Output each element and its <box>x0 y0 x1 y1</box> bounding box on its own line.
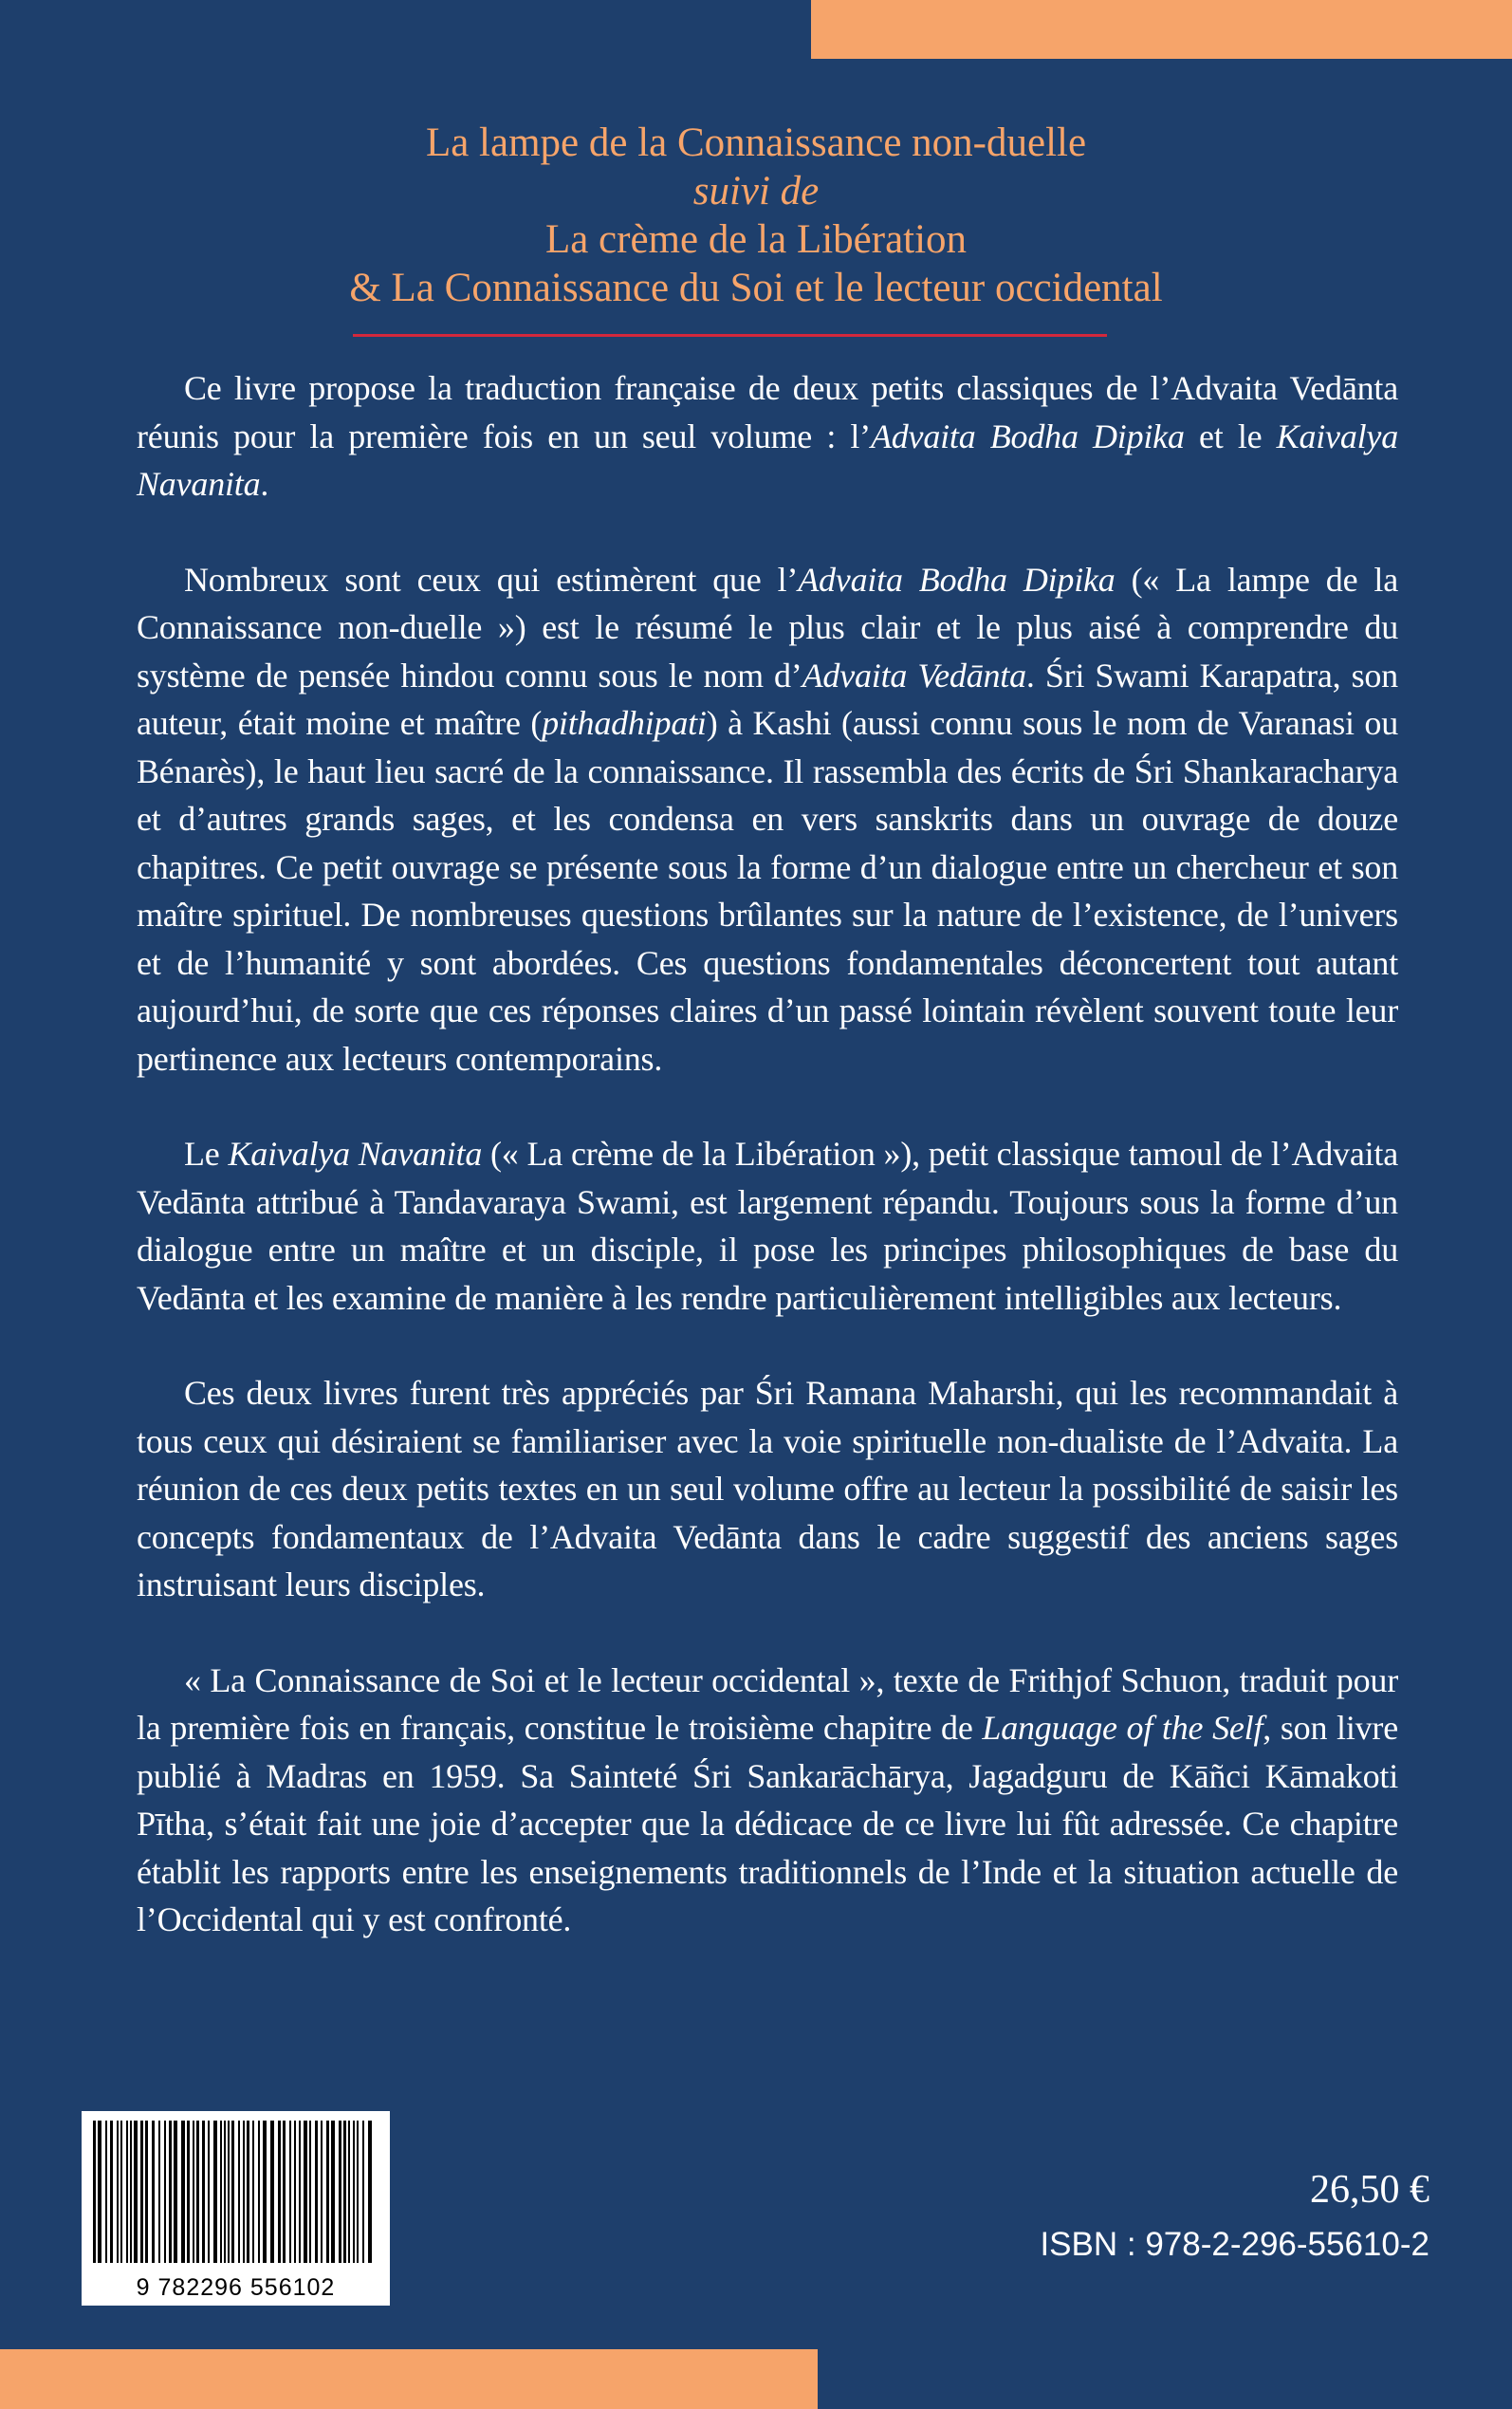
barcode-bar <box>158 2121 160 2263</box>
barcode-bar <box>326 2121 329 2263</box>
title-line-1: La lampe de la Connaissance non-duelle <box>425 120 1087 165</box>
barcode-bar <box>247 2121 249 2263</box>
barcode-bar <box>331 2121 335 2263</box>
paragraph-4: Ces deux livres furent très appréciés par Śri Ramana Maharshi, qui les recommandait à tous ceux qui désiraient se familiariser avec la voie spirituelle non-dualiste de l’Advaita. La réunion de ces deux petits textes en un seul volume offre au lecteur la possibilité de saisir les concepts fondamentaux de l’Advaita Vedānta dans le cadre suggestif des anciens sages instruisant leurs disciples. <box>137 1374 1398 1603</box>
isbn-number: ISBN : 978-2-296-55610-2 <box>1040 2226 1429 2263</box>
barcode-bar <box>258 2121 260 2263</box>
barcode-bar <box>348 2121 350 2263</box>
barcode-bar <box>228 2121 230 2263</box>
barcode-bar <box>309 2121 311 2263</box>
barcode-bar <box>304 2121 307 2263</box>
barcode-bar <box>263 2121 267 2263</box>
barcode-bar <box>224 2121 226 2263</box>
barcode-bar <box>117 2121 119 2263</box>
barcode-bar <box>120 2121 122 2263</box>
barcode-bar <box>270 2121 274 2263</box>
cover-title <box>0 119 1512 312</box>
barcode-bar <box>243 2121 245 2263</box>
title-line-2: suivi de <box>692 169 820 213</box>
barcode-bar <box>321 2121 323 2263</box>
barcode-bar <box>169 2121 172 2263</box>
barcode-bar <box>130 2121 132 2263</box>
barcode-bar <box>134 2121 138 2263</box>
barcode-bar <box>252 2121 254 2263</box>
barcode-bar <box>343 2121 346 2263</box>
barcode-bar <box>315 2121 318 2263</box>
barcode-bar <box>110 2121 113 2263</box>
barcode-bar <box>339 2121 341 2263</box>
barcode-bar <box>174 2121 177 2263</box>
barcode-bar <box>105 2121 107 2263</box>
paragraph-1: Ce livre propose la traduction française de deux petits classiques de l’Advaita Vedānta réunis pour la première fois en un seul volume : l’Advaita Bodha Dipika et le Kaivalya Navanita. <box>137 369 1399 503</box>
title-divider <box>353 334 1107 337</box>
isbn-barcode <box>82 2111 390 2306</box>
barcode-bar <box>145 2121 148 2263</box>
barcode-bar <box>164 2121 166 2263</box>
barcode-bar <box>152 2121 155 2263</box>
top-accent-band <box>811 0 1512 59</box>
barcode-bar <box>368 2121 372 2263</box>
barcode-digits: 9 782296 556102 <box>136 2274 336 2301</box>
barcode-bar <box>289 2121 291 2263</box>
barcode-bar <box>278 2121 281 2263</box>
back-cover-text <box>137 364 1398 1992</box>
barcode-bar <box>140 2121 143 2263</box>
barcode-bar <box>294 2121 296 2263</box>
paragraph-3: Le Kaivalya Navanita (« La crème de la Libération »), petit classique tamoul de l’Advaita Vedānta attribué à Tandavaraya Swami, est largement répandu. Toujours sous la forme d’un dialogue entre un maître et un disciple, il pose les principes philosophiques de base du Vedānta et les examine de manière à les rendre particulièrement intelligibles aux lecteurs. <box>137 1135 1398 1317</box>
barcode-bar <box>196 2121 199 2263</box>
barcode-bar <box>187 2121 190 2263</box>
barcode-bar <box>193 2121 194 2263</box>
barcode-bar <box>181 2121 185 2263</box>
barcode-bar <box>98 2121 101 2263</box>
bottom-accent-band <box>0 2349 818 2409</box>
barcode-bar <box>213 2121 217 2263</box>
barcode-bar <box>208 2121 210 2263</box>
barcode-bar <box>357 2121 359 2263</box>
barcode-bar <box>126 2121 128 2263</box>
barcode-bar <box>283 2121 286 2263</box>
barcode-bar <box>238 2121 240 2263</box>
barcode-bar <box>202 2121 205 2263</box>
paragraph-5: « La Connaissance de Soi et le lecteur occidental », texte de Frithjof Schuon, traduit pour la première fois en français, constitue le troisième chapitre de Language of the Self, son livre publié à Madras en 1959. Sa Sainteté Śri Sankarāchārya, Jagadguru de Kāñci Kāmakoti Pītha, s’était fait une joie d’accepter que la dédicace de ce livre lui fût adressée. Ce chapitre établit les rapports entre les enseignements traditionnels de l’Inde et la situation actuelle de l’Occidental qui y est confronté. <box>137 1660 1398 1938</box>
paragraph-2: Nombreux sont ceux qui estimèrent que l’Advaita Bodha Dipika (« La lampe de la Connaissance non-duelle ») est le résumé le plus clair et le plus aisé à comprendre du système de pensée hindou connu sous le nom d’Advaita Vedānta. Śri Swami Karapatra, son auteur, était moine et maître (pithadhipati) à Kashi (aussi connu sous le nom de Varanasi ou Bénarès), le haut lieu sacré de la connaissance. Il rassembla des écrits de Śri Shankaracharya et d’autres grands sages, et les condensa en vers sanskrits dans un ouvrage de douze chapitres. Ce petit ouvrage se présente sous la forme d’un dialogue entre un chercheur et son maître spirituel. De nombreuses questions brûlantes sur la nature de l’existence, de l’univers et de l’humanité y sont abordées. Ces questions fondamentales déconcertent tout autant aujourd’hui, de sorte que ces réponses claires d’un passé lointain révèlent souvent toute leur pertinence aux lecteurs contemporains. <box>137 560 1398 1078</box>
price: 26,50 € <box>1310 2168 1429 2212</box>
barcode-bar <box>362 2121 364 2263</box>
barcode-bars <box>93 2121 378 2263</box>
title-line-4: & La Connaissance du Soi et le lecteur occidental <box>349 266 1163 310</box>
barcode-bar <box>220 2121 222 2263</box>
barcode-bar <box>353 2121 355 2263</box>
barcode-bar <box>231 2121 234 2263</box>
barcode-bar <box>93 2121 96 2263</box>
title-line-3: La crème de la Libération <box>544 217 968 262</box>
barcode-bar <box>299 2121 301 2263</box>
